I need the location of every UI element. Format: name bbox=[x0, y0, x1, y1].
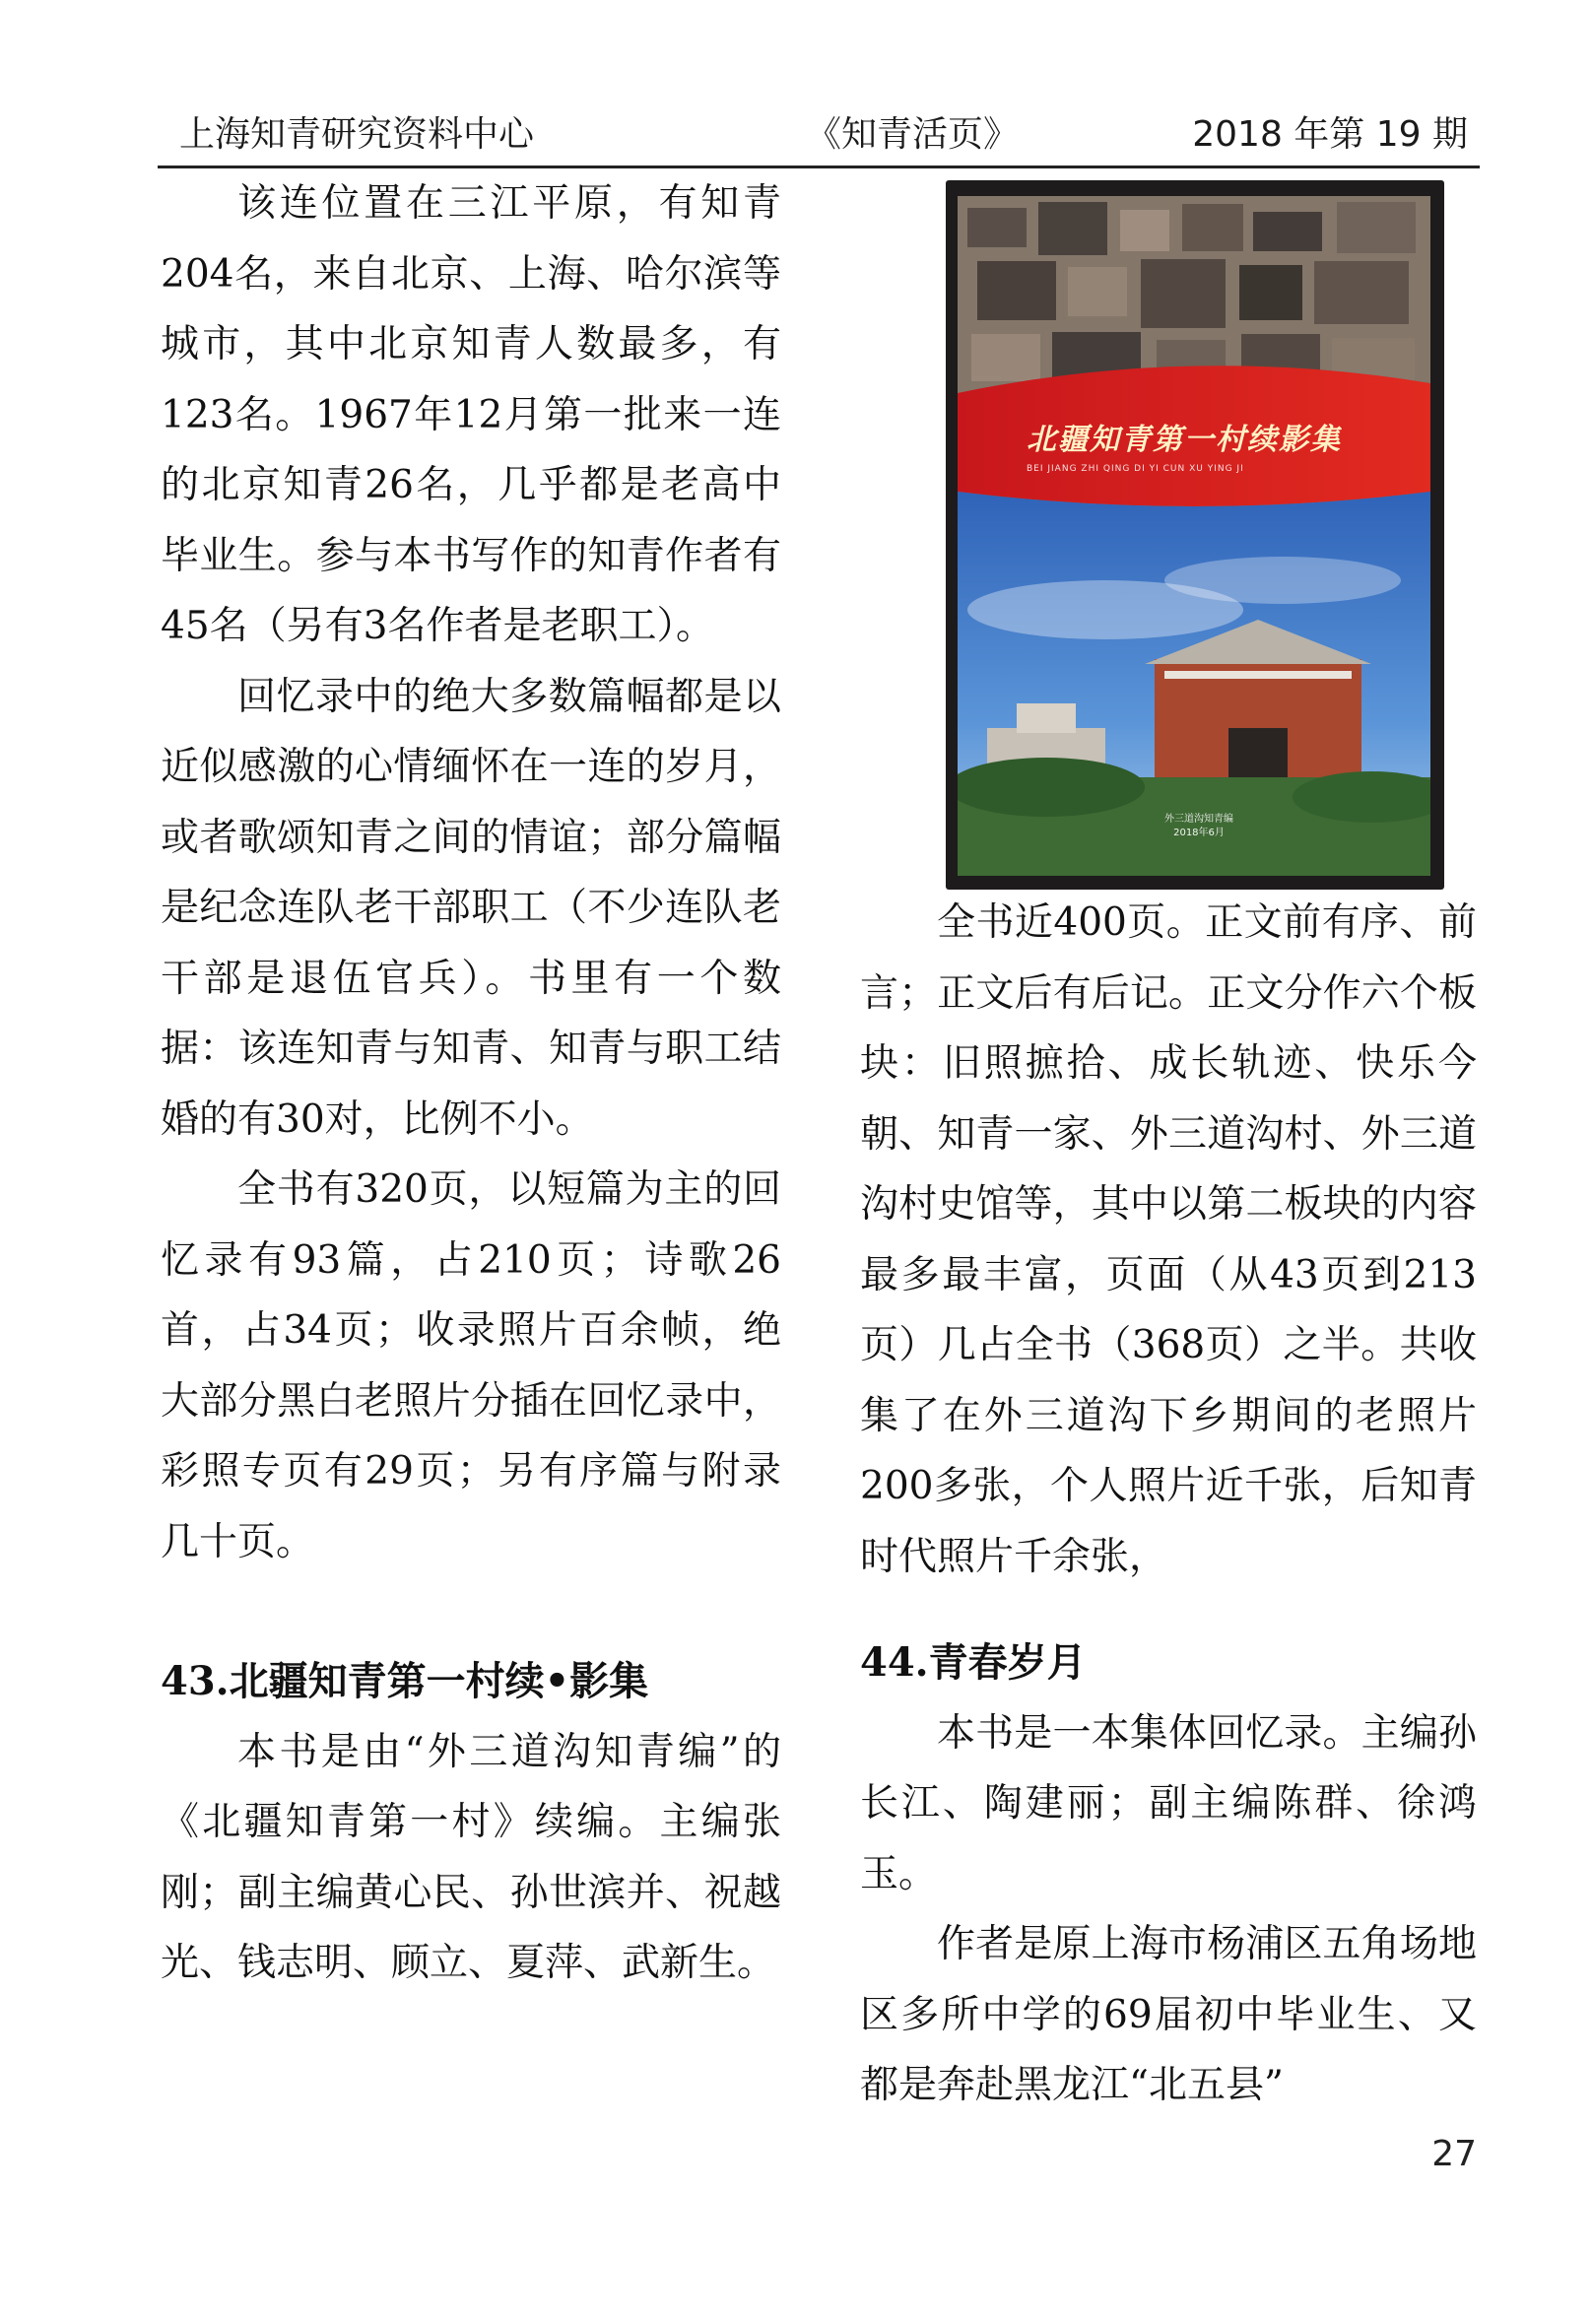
paragraph: 作者是原上海市杨浦区五角场地区多所中学的69届初中毕业生、又都是奔赴黑龙江“北五县” bbox=[860, 1922, 1477, 2107]
cover-date-line: 2018年6月 bbox=[1173, 828, 1225, 838]
section-heading-43: 43.北疆知青第一村续•影集 bbox=[161, 1658, 649, 1704]
page-number: 27 bbox=[1431, 2134, 1477, 2174]
right-column-bottom bbox=[860, 1627, 1477, 2121]
cover-subtitle: BEI JIANG ZHI QING DI YI CUN XU YING JI bbox=[1027, 464, 1244, 474]
paragraph: 回忆录中的绝大多数篇幅都是以近似感激的心情缅怀在一连的岁月，或者歌颂知青之间的情谊；部分篇幅是纪念连队老干部职工（不少连队老干部是退伍官兵）。书里有一个数据：该连知青与知青、知青与职工结婚的有30对，比例不小。 bbox=[161, 674, 781, 1142]
cover-publisher-line: 外三道沟知青编 bbox=[1164, 814, 1233, 825]
book-cover-art bbox=[958, 196, 1430, 876]
paragraph: 本书是一本集体回忆录。主编孙长江、陶建丽；副主编陈群、徐鸿玉。 bbox=[860, 1710, 1477, 1896]
page-header bbox=[158, 106, 1478, 166]
header-publisher: 上海知青研究资料中心 bbox=[179, 114, 535, 155]
paragraph: 该连位置在三江平原，有知青204名，来自北京、上海、哈尔滨等城市，其中北京知青人数最多，有123名。1967年12月第一批来一连的北京知青26名，几乎都是老高中毕业生。参与本书写作的知青作者有45名（另有3名作者是老职工）。 bbox=[161, 181, 781, 648]
right-column-top bbox=[860, 888, 1477, 1592]
section-gap bbox=[161, 1577, 781, 1646]
paragraph: 本书是由“外三道沟知青编”的《北疆知青第一村》续编。主编张刚；副主编黄心民、孙世滨并、祝越光、钱志明、顾立、夏萍、武新生。 bbox=[161, 1729, 781, 1985]
book-cover-photo bbox=[946, 180, 1444, 890]
paragraph: 全书近400页。正文前有序、前言；正文后有后记。正文分作六个板块：旧照摭拾、成长轨迹、快乐今朝、知青一家、外三道沟村、外三道沟村史馆等，其中以第二板块的内容最多最丰富，页面（从43页到213页）几占全书（368页）之半。共收集了在外三道沟下乡期间的老照片200多张，个人照片近千张，后知青时代照片千余张， bbox=[860, 900, 1477, 1579]
paragraph: 全书有320页，以短篇为主的回忆录有93篇，占210页；诗歌26首，占34页；收录照片百余帧，绝大部分黑白老照片分插在回忆录中，彩照专页有29页；另有序篇与附录几十页。 bbox=[161, 1167, 781, 1564]
book-cover bbox=[958, 196, 1430, 876]
header-issue: 2018 年第 19 期 bbox=[1192, 114, 1468, 155]
cover-title: 北疆知青第一村续影集 bbox=[1027, 423, 1342, 457]
header-journal-title: 《知青活页》 bbox=[806, 114, 1020, 155]
left-column bbox=[161, 168, 781, 1999]
section-heading-44: 44.青春岁月 bbox=[860, 1639, 1087, 1686]
cover-publisher bbox=[1164, 813, 1233, 840]
